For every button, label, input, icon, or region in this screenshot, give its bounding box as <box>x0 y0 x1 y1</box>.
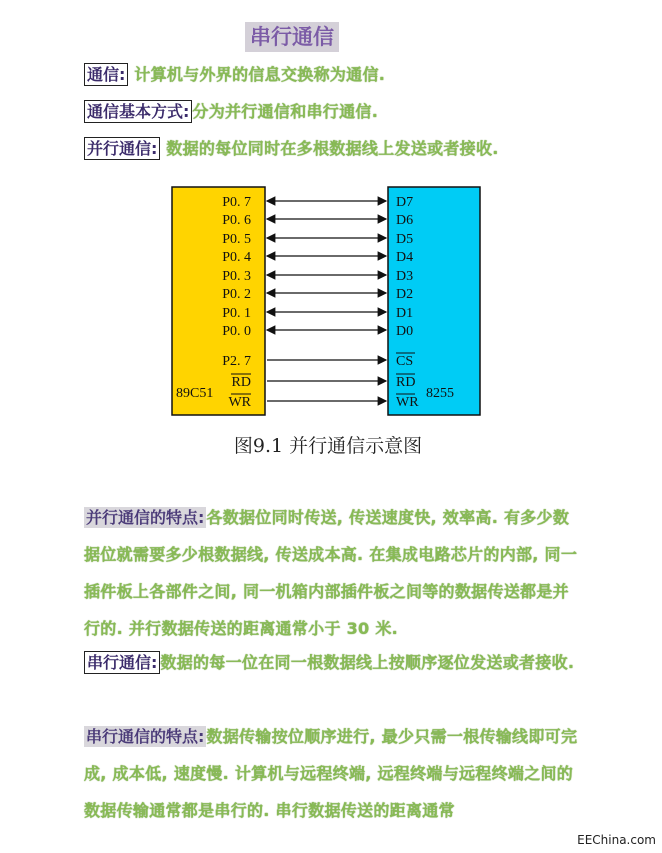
left-pin-label: RD <box>231 375 251 390</box>
parallel-comm-diagram <box>168 183 498 423</box>
left-pin-label: WR <box>228 395 251 410</box>
paragraph <box>84 718 584 829</box>
chip-8255-name: 8255 <box>426 386 454 401</box>
right-pin-label: D5 <box>396 232 414 247</box>
definition-line <box>84 136 499 159</box>
right-pin-label: RD <box>396 375 416 390</box>
definition-label: 通信基本方式: <box>84 100 192 123</box>
left-pin-label: P0. 4 <box>222 250 251 265</box>
left-pin-label: P0. 5 <box>222 232 251 247</box>
paragraph <box>84 499 584 647</box>
definition-text: 分为并行通信和串行通信. <box>192 102 379 121</box>
definition-label: 并行通信: <box>84 137 160 160</box>
left-pin-label: P0. 1 <box>222 306 251 321</box>
paragraph <box>84 644 584 681</box>
left-pin-label: P2. 7 <box>222 354 251 369</box>
left-pin-label: P0. 7 <box>222 195 251 210</box>
paragraph-label: 并行通信的特点: <box>86 508 205 527</box>
right-pin-label: D7 <box>396 195 414 210</box>
right-pin-label: D0 <box>396 324 414 339</box>
right-pin-label: D4 <box>396 250 414 265</box>
right-pin-label: WR <box>396 395 419 410</box>
definition-label: 通信: <box>84 63 128 86</box>
left-pin-label: P0. 3 <box>222 269 251 284</box>
right-pin-label: D1 <box>396 306 414 321</box>
left-pin-label: P0. 2 <box>222 287 251 302</box>
definition-text: 数据的每位同时在多根数据线上发送或者接收. <box>160 139 499 158</box>
paragraph-label: 串行通信的特点: <box>86 727 205 746</box>
left-pin-label: P0. 0 <box>222 324 251 339</box>
page-title: 串行通信 <box>245 22 339 52</box>
definition-line <box>84 62 385 85</box>
right-pin-label: CS <box>396 354 414 369</box>
chip-89c51 <box>172 187 265 415</box>
paragraph-text: 数据传输按位顺序进行, 最少只需一根传输线即可完成, 成本低, 速度慢. 计算机与远程终端, 远程终端与远程终端之间的数据传输通常都是串行的. 串行数据传送的距离通常 <box>84 727 578 820</box>
right-pin-label: D3 <box>396 269 414 284</box>
right-pin-label: D2 <box>396 287 414 302</box>
right-pin-label: D6 <box>396 213 414 228</box>
definition-text: 计算机与外界的信息交换称为通信. <box>128 65 386 84</box>
paragraph-text: 各数据位同时传送, 传送速度快, 效率高. 有多少数据位就需要多少根数据线, 传送成本高. 在集成电路芯片的内部, 同一插件板上各部件之间, 同一机箱内部插件板之间等的数据传送都是并行的. 并行数据传送的距离通常小于 30 米. <box>84 508 578 638</box>
left-pin-label: P0. 6 <box>222 213 251 228</box>
chip-89c51-name: 89C51 <box>176 386 214 401</box>
paragraph-label: 串行通信: <box>84 651 160 674</box>
parallel-comm-figure <box>168 183 498 463</box>
figure-caption: 图9.1 并行通信示意图 <box>233 435 423 457</box>
paragraph-text: 数据的每一位在同一根数据线上按顺序逐位发送或者接收. <box>160 653 575 672</box>
definition-line <box>84 99 378 122</box>
watermark: EEChina.com <box>577 833 656 847</box>
